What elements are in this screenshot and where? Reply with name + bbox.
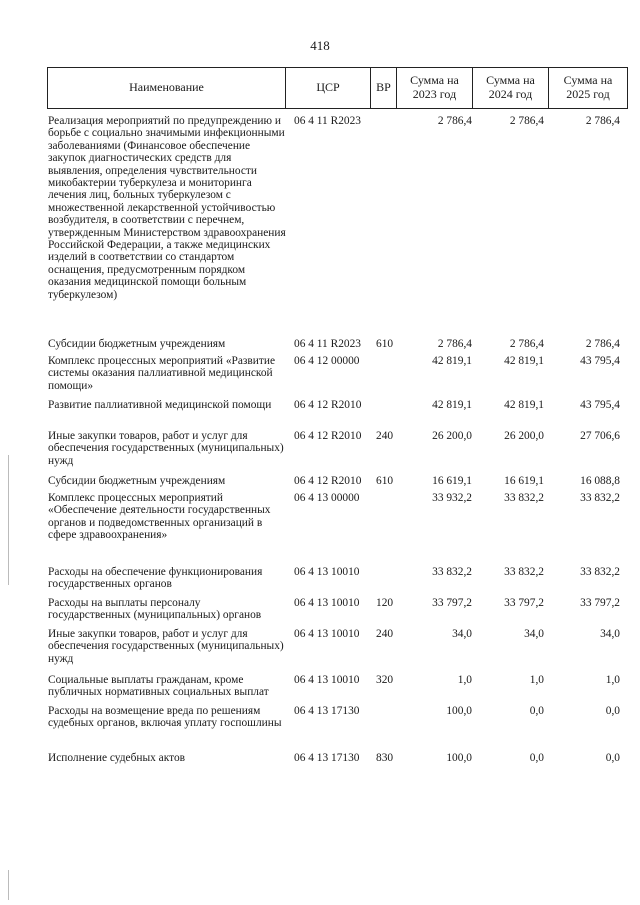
row-sum-2024: 0,0 <box>529 752 544 764</box>
row-name: Социальные выплаты гражданам, кроме публичных нормативных социальных выплат <box>48 674 269 699</box>
scan-margin-mark <box>8 455 9 585</box>
row-sum-2023: 1,0 <box>457 674 472 686</box>
row-vr: 240 <box>376 628 394 640</box>
row-vr: 610 <box>376 338 394 350</box>
row-sum-2025: 34,0 <box>600 628 620 640</box>
row-csr: 06 4 12 00000 <box>294 355 360 367</box>
row-name: Исполнение судебных актов <box>48 752 186 764</box>
row-csr: 06 4 13 10010 <box>294 597 360 609</box>
row-sum-2023: 33 832,2 <box>432 566 472 578</box>
header-vr: ВР <box>370 67 397 109</box>
row-csr: 06 4 13 10010 <box>294 674 360 686</box>
row-sum-2025: 0,0 <box>605 705 620 717</box>
row-sum-2024: 33 832,2 <box>504 492 544 504</box>
row-sum-2024: 42 819,1 <box>504 399 544 411</box>
page-number: 418 <box>310 38 330 53</box>
row-vr: 830 <box>376 752 394 764</box>
row-name: Реализация мероприятий по предупреждению и борьбе с социально значимыми инфекционными заболеваниями (Финансовое обеспечение закупок диагностических средств для выявления, определения чувствительности микобактерии туберкулеза и мониторинга лечения лиц, больных туберкулезом с множественной лекарственной устойчивостью возбудителя, в соответствии с перечнем, утвержденным Министерством здравоохранения Российской Федерации, а также медицинских изделий в соответствии со стандартом оснащения, предусмотренным порядком оказания медицинской помощи больным туберкулезом) <box>48 115 286 301</box>
row-sum-2023: 2 786,4 <box>437 338 472 350</box>
row-sum-2023: 16 619,1 <box>432 475 472 487</box>
row-vr: 610 <box>376 475 394 487</box>
row-sum-2025: 43 795,4 <box>580 399 620 411</box>
row-sum-2024: 0,0 <box>529 705 544 717</box>
row-name: Субсидии бюджетным учреждениям <box>48 338 226 350</box>
row-sum-2024: 16 619,1 <box>504 475 544 487</box>
row-sum-2023: 33 932,2 <box>432 492 472 504</box>
row-sum-2024: 33 797,2 <box>504 597 544 609</box>
row-sum-2024: 1,0 <box>529 674 544 686</box>
row-csr: 06 4 12 R2010 <box>294 475 362 487</box>
row-sum-2024: 34,0 <box>524 628 544 640</box>
row-sum-2025: 0,0 <box>605 752 620 764</box>
row-sum-2024: 42 819,1 <box>504 355 544 367</box>
row-sum-2025: 33 832,2 <box>580 492 620 504</box>
header-sum-2024: Сумма на 2024 год <box>472 67 549 109</box>
row-sum-2023: 42 819,1 <box>432 399 472 411</box>
row-csr: 06 4 12 R2010 <box>294 399 362 411</box>
scan-margin-mark <box>8 870 9 900</box>
table-header <box>48 67 628 109</box>
row-sum-2023: 100,0 <box>446 752 472 764</box>
row-name: Иные закупки товаров, работ и услуг для обеспечения государственных (муниципальных) нужд <box>48 430 284 467</box>
row-csr: 06 4 11 R2023 <box>294 115 361 127</box>
row-sum-2023: 33 797,2 <box>432 597 472 609</box>
row-vr: 120 <box>376 597 394 609</box>
row-sum-2025: 2 786,4 <box>585 115 620 127</box>
row-sum-2024: 2 786,4 <box>509 115 544 127</box>
row-sum-2024: 26 200,0 <box>504 430 544 442</box>
row-sum-2024: 2 786,4 <box>509 338 544 350</box>
row-sum-2023: 100,0 <box>446 705 472 717</box>
header-csr: ЦСР <box>285 67 371 109</box>
row-name: Расходы на выплаты персоналу государственных (муниципальных) органов <box>48 597 262 622</box>
row-sum-2023: 34,0 <box>452 628 472 640</box>
row-sum-2023: 42 819,1 <box>432 355 472 367</box>
row-sum-2023: 26 200,0 <box>432 430 472 442</box>
row-sum-2025: 33 797,2 <box>580 597 620 609</box>
row-vr: 240 <box>376 430 394 442</box>
row-sum-2023: 2 786,4 <box>437 115 472 127</box>
row-name: Расходы на обеспечение функционирования государственных органов <box>48 566 263 591</box>
row-sum-2025: 43 795,4 <box>580 355 620 367</box>
row-name: Комплекс процессных мероприятий «Обеспечение деятельности государственных органов и подведомственных организаций в сфере здравоохранения» <box>48 492 271 542</box>
row-sum-2025: 1,0 <box>605 674 620 686</box>
row-name: Расходы на возмещение вреда по решениям судебных органов, включая уплату госпошлины <box>48 705 282 730</box>
row-sum-2024: 33 832,2 <box>504 566 544 578</box>
header-sum-2023: Сумма на 2023 год <box>396 67 473 109</box>
row-sum-2025: 16 088,8 <box>580 475 620 487</box>
row-sum-2025: 2 786,4 <box>585 338 620 350</box>
row-name: Развитие паллиативной медицинской помощи <box>48 399 272 411</box>
row-name: Комплекс процессных мероприятий «Развитие системы оказания паллиативной медицинской помощи» <box>48 355 276 392</box>
row-name: Иные закупки товаров, работ и услуг для обеспечения государственных (муниципальных) нужд <box>48 628 284 665</box>
row-sum-2025: 33 832,2 <box>580 566 620 578</box>
row-vr: 320 <box>376 674 394 686</box>
header-name: Наименование <box>47 67 286 109</box>
row-name: Субсидии бюджетным учреждениям <box>48 475 226 487</box>
row-csr: 06 4 13 10010 <box>294 566 360 578</box>
row-sum-2025: 27 706,6 <box>580 430 620 442</box>
row-csr: 06 4 11 R2023 <box>294 338 361 350</box>
row-csr: 06 4 13 17130 <box>294 705 360 717</box>
row-csr: 06 4 13 00000 <box>294 492 360 504</box>
row-csr: 06 4 13 17130 <box>294 752 360 764</box>
header-sum-2025: Сумма на 2025 год <box>548 67 628 109</box>
row-csr: 06 4 12 R2010 <box>294 430 362 442</box>
row-csr: 06 4 13 10010 <box>294 628 360 640</box>
